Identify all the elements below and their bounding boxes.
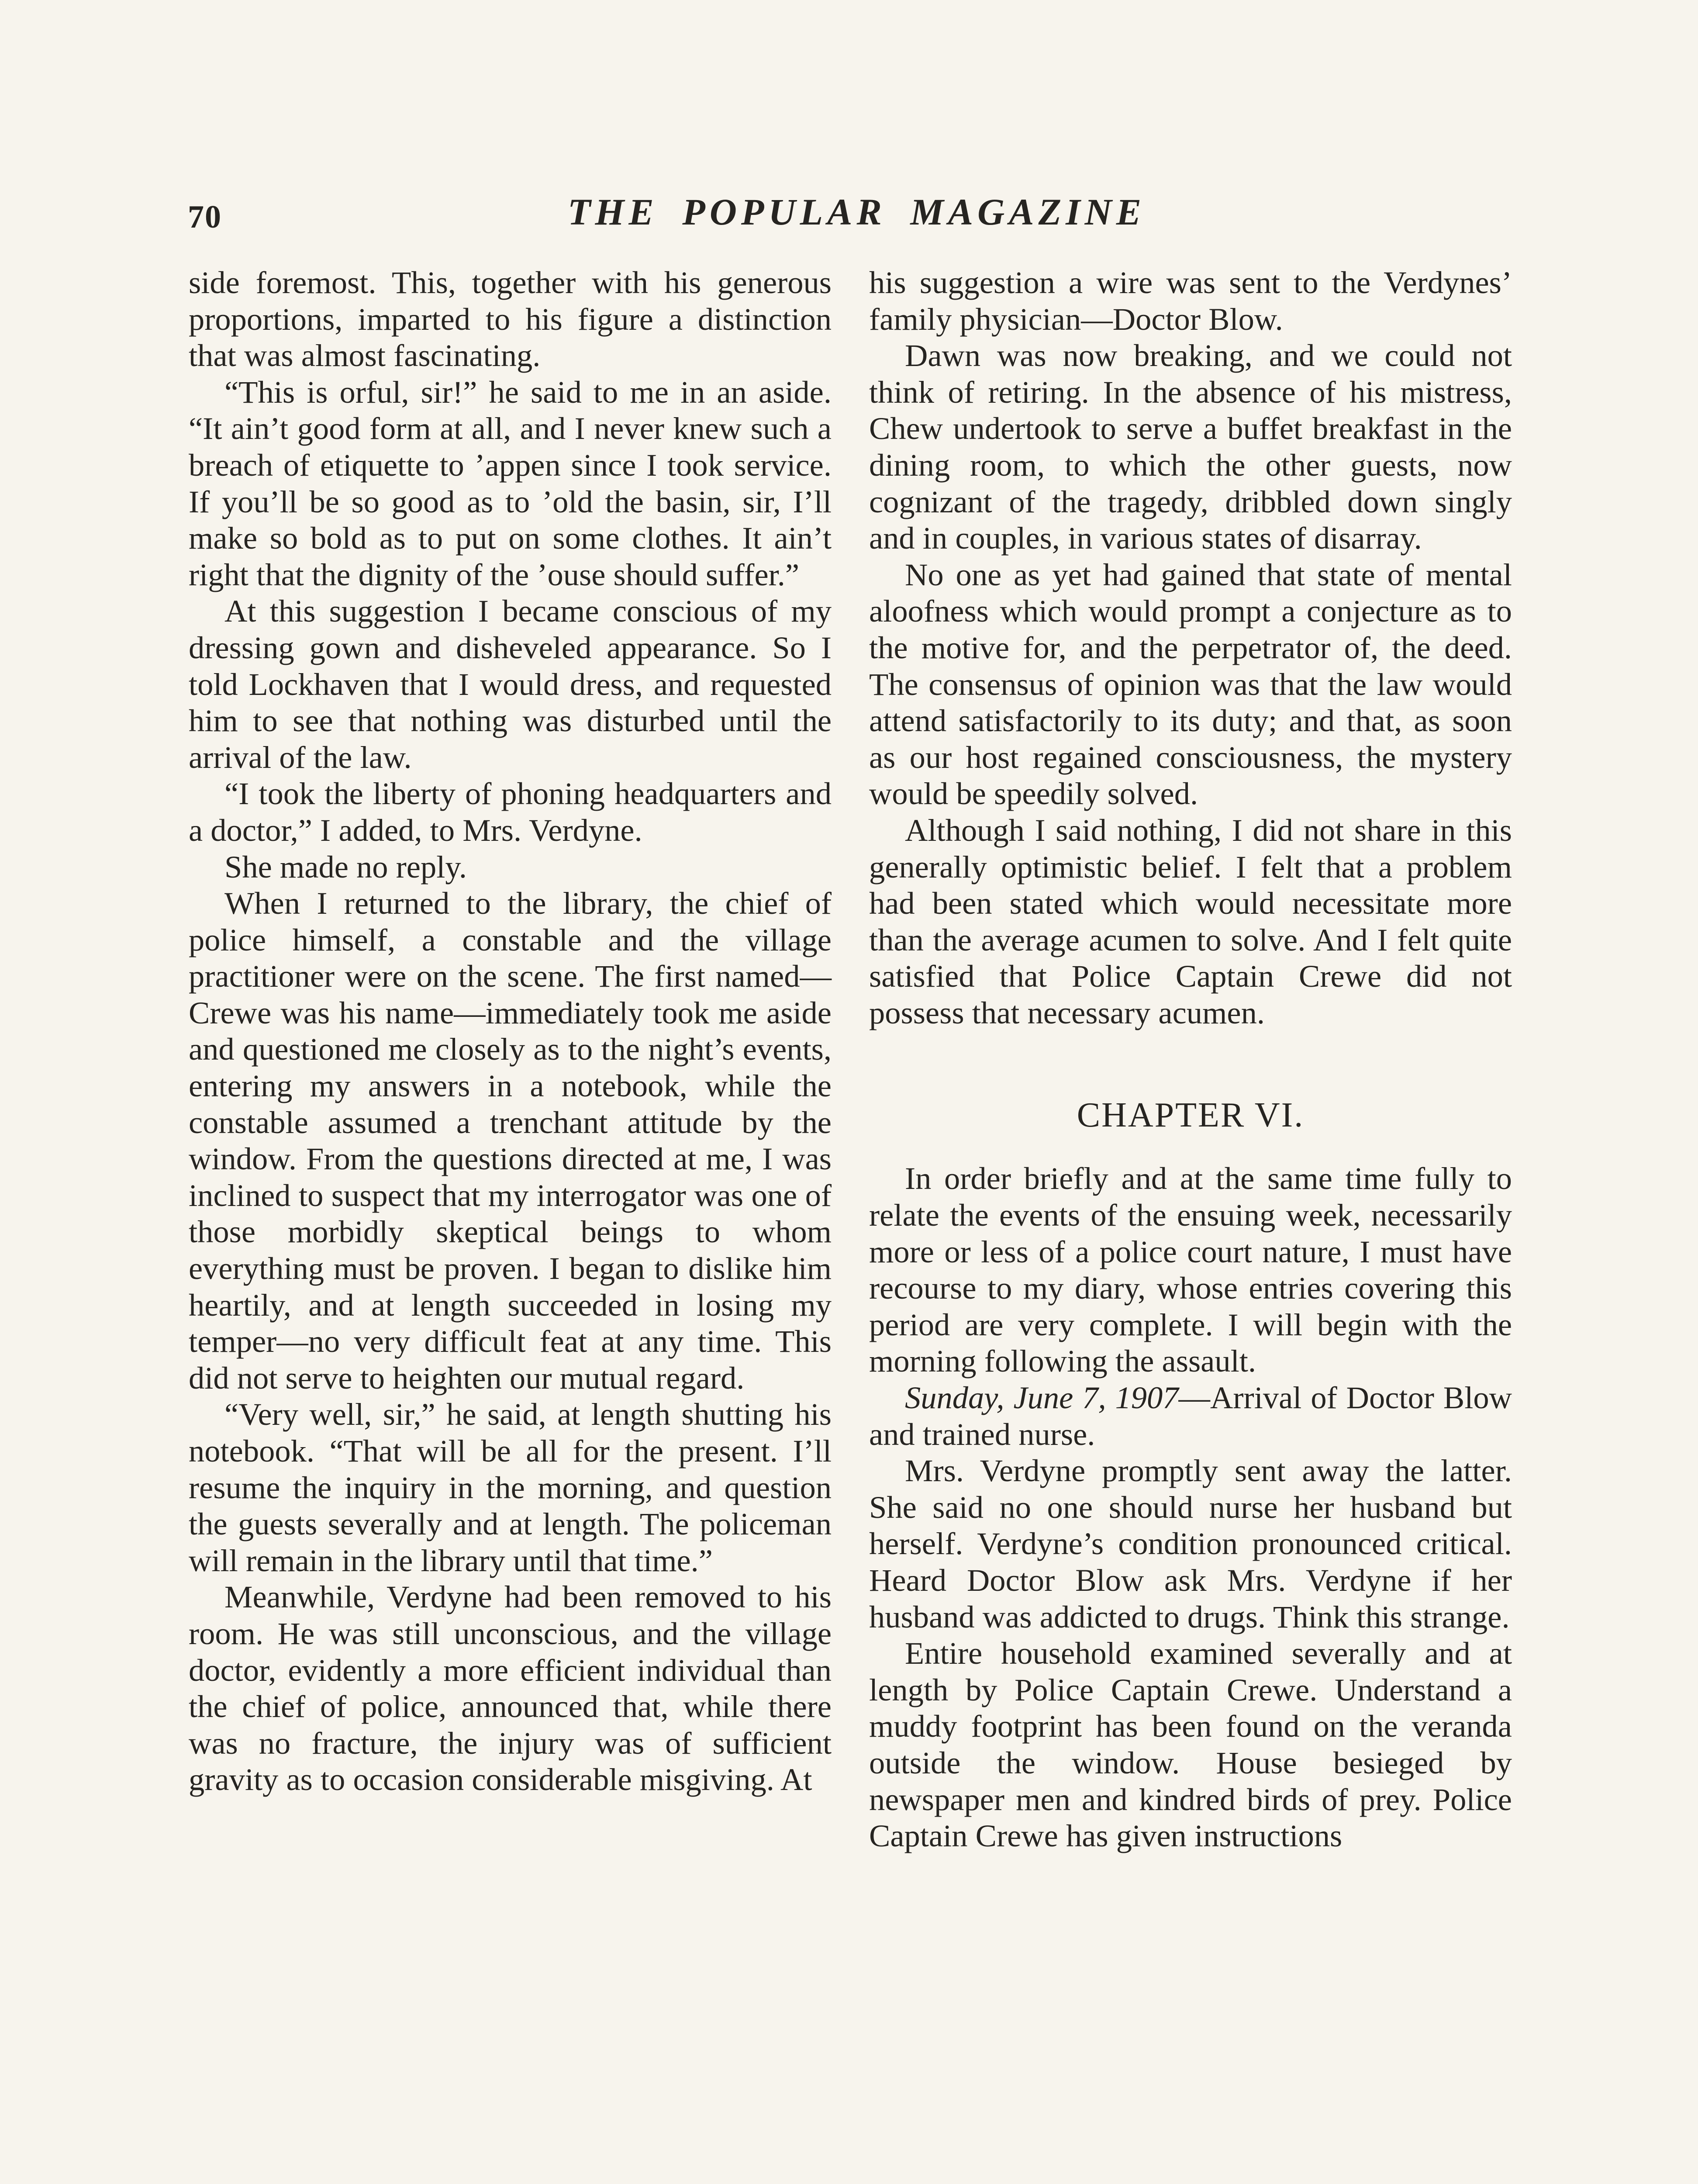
diary-entry bbox=[869, 1379, 1512, 1452]
magazine-title: THE POPULAR MAGAZINE bbox=[568, 191, 1146, 233]
paragraph: In order briefly and at the same time fully to relate the events of the ensuing week, necessarily more or less of a police court nature, I must have recourse to my diary, whose entries covering this period are very complete. I will begin with the morning following the assault. bbox=[869, 1161, 1512, 1379]
paragraph: When I returned to the library, the chief of police himself, a constable and the village practitioner were on the scene. The first named—Crewe was his name—immediately took me aside and questioned me closely as to the night’s events, entering my answers in a notebook, while the constable assumed a trenchant attitude by the window. From the questions directed at me, I was inclined to suspect that my interrogator was one of those morbidly skeptical beings to whom everything must be proven. I began to dislike him heartily, and at length succeeded in losing my temper—no very difficult feat at any time. This did not serve to heighten our mutual regard. bbox=[189, 885, 832, 1396]
paragraph: Dawn was now breaking, and we could not think of retiring. In the absence of his mistress, Chew undertook to serve a buffet breakfast in the dining room, to which the other guests, now cognizant of the tragedy, dribbled down singly and in couples, in various states of disarray. bbox=[869, 338, 1512, 556]
paragraph: his suggestion a wire was sent to the Verdynes’ family physician—Doctor Blow. bbox=[869, 265, 1512, 337]
paragraph: side foremost. This, together with his generous proportions, imparted to his figure a distinction that was almost fascinating. bbox=[189, 265, 832, 373]
paragraph: She made no reply. bbox=[224, 849, 467, 885]
paragraph: No one as yet had gained that state of mental aloofness which would prompt a conjecture as to the motive for, and the perpetrator of, the deed. The consensus of opinion was that the law would attend satisfactorily to its duty; and that, as soon as our host regained consciousness, the mystery would be speedily solved. bbox=[869, 556, 1512, 812]
paragraph: Mrs. Verdyne promptly sent away the latter. She said no one should nurse her husband but herself. Verdyne’s condition pronounced critical. Heard Doctor Blow ask Mrs. Verdyne if her husband was addicted to drugs. Think this strange. bbox=[869, 1453, 1512, 1635]
page-number: 70 bbox=[188, 199, 222, 235]
paragraph: “This is orful, sir!” he said to me in an aside. “It ain’t good form at all, and I never knew such a breach of etiquette to ’appen since I took service. If you’ll be so good as to ’old the basin, sir, I’ll make so bold as to put on some clothes. It ain’t right that the dignity of the ’ouse should suffer.” bbox=[189, 374, 832, 592]
left-column bbox=[189, 264, 832, 1798]
chapter-heading: CHAPTER VI. bbox=[1077, 1096, 1305, 1135]
diary-entry-text: —Arrival of Doctor Blow and trained nurse. bbox=[869, 1380, 1512, 1452]
diary-date: Sunday, June 7, 1907 bbox=[905, 1380, 1179, 1416]
paragraph: Entire household examined severally and at length by Police Captain Crewe. Understand a muddy footprint has been found on the veranda outside the window. House besieged by newspaper men and kindred birds of prey. Police Captain Crewe has given instructions bbox=[869, 1635, 1512, 1854]
paragraph: Although I said nothing, I did not share in this generally optimistic belief. I felt that a problem had been stated which would necessitate more than the average acumen to solve. And I felt quite satisfied that Police Captain Crewe did not possess that necessary acumen. bbox=[869, 812, 1512, 1030]
running-head bbox=[183, 190, 1511, 238]
paragraph: “Very well, sir,” he said, at length shutting his notebook. “That will be all for the present. I’ll resume the inquiry in the morning, and question the guests severally and at length. The policeman will remain in the library until that time.” bbox=[189, 1396, 832, 1578]
paragraph: At this suggestion I became conscious of my dressing gown and disheveled appearance. So I told Lockhaven that I would dress, and requested him to see that nothing was disturbed until the arrival of the law. bbox=[189, 593, 832, 775]
right-column bbox=[869, 264, 1512, 1854]
paragraph: “I took the liberty of phoning headquarters and a doctor,” I added, to Mrs. Verdyne. bbox=[189, 776, 832, 848]
paragraph: Meanwhile, Verdyne had been removed to his room. He was still unconscious, and the village doctor, evidently a more efficient individual than the chief of police, announced that, while there was no fracture, the injury was of sufficient gravity as to occasion considerable misgiving. At bbox=[189, 1579, 832, 1797]
